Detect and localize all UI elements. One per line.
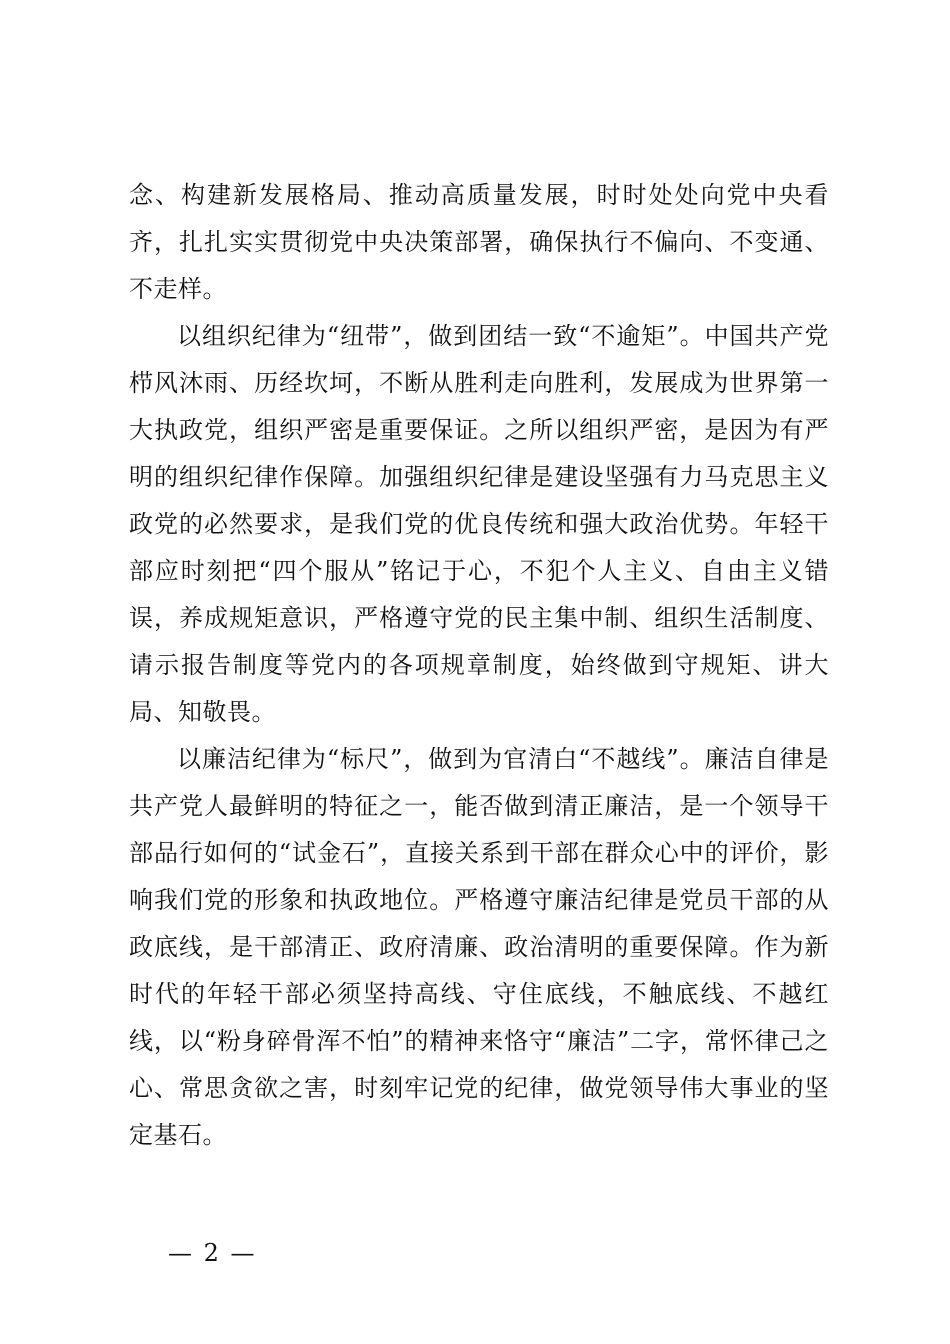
paragraph-organizational-discipline: 以组织纪律为“纽带”，做到团结一致“不逾矩”。中国共产党栉风沐雨、历经坎坷，不断从胜利走向胜利，发展成为世界第一大执政党，组织严密是重要保证。之所以组织严密，是因为有严明的组织纪律作保障。加强组织纪律是建设坚强有力马克思主义政党的必然要求，是我们党的优良传统和强大政治优势。年轻干部应时刻把“四个服从”铭记于心，不犯个人主义、自由主义错误，养成规矩意识，严格遵守党的民主集中制、组织生活制度、请示报告制度等党内的各项规章制度，始终做到守规矩、讲大局、知敬畏。 — [129, 322, 829, 726]
page-number: — 2 — — [168, 1239, 257, 1267]
document-body — [129, 172, 829, 1159]
paragraph-integrity-discipline: 以廉洁纪律为“标尺”，做到为官清白“不越线”。廉洁自律是共产党人最鲜明的特征之一，能否做到清正廉洁，是一个领导干部品行如何的“试金石”，直接关系到干部在群众心中的评价，影响我们党的形象和执政地位。严格遵守廉洁纪律是党员干部的从政底线，是干部清正、政府清廉、政治清明的重要保障。作为新时代的年轻干部必须坚持高线、守住底线，不触底线、不越红线，以“粉身碎骨浑不怕”的精神来恪守“廉洁”二字，常怀律己之心、常思贪欲之害，时刻牢记党的纪律，做党领导伟大事业的坚定基石。 — [129, 745, 829, 1149]
paragraph-continuation: 念、构建新发展格局、推动高质量发展，时时处处向党中央看齐，扎扎实实贯彻党中央决策部署，确保执行不偏向、不变通、不走样。 — [129, 181, 829, 303]
